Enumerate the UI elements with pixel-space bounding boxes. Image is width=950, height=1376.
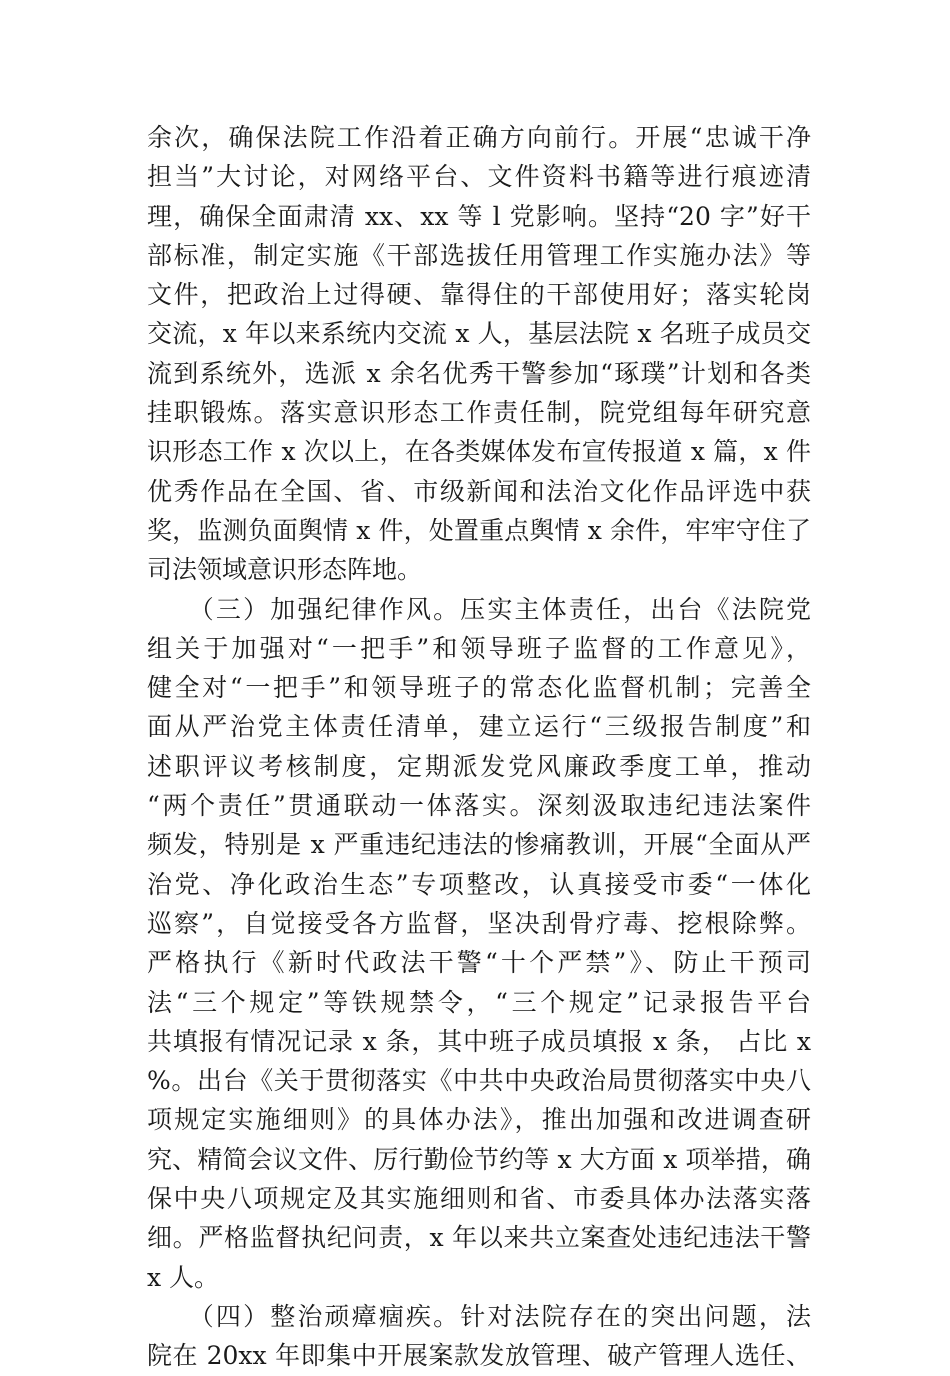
text-line: 识形态工作 x 次以上，在各类媒体发布宣传报道 x 篇，x 件	[147, 437, 811, 467]
text-line: 优秀作品在全国、省、市级新闻和法治文化作品评选中获	[147, 476, 811, 506]
text-line: 挂职锻炼。落实意识形态工作责任制，院党组每年研究意	[147, 398, 811, 428]
text-line: 余次，确保法院工作沿着正确方向前行。开展“忠诚干净	[147, 123, 811, 152]
document-body	[147, 118, 811, 1376]
text-line: 严格执行《新时代政法干警“十个严禁”》、防止干预司	[147, 948, 811, 978]
text-line: 巡察”，自觉接受各方监督，坚决刮骨疗毒、挖根除弊。	[147, 908, 811, 938]
text-line: 奖，监测负面舆情 x 件，处置重点舆情 x 余件，牢牢守住了	[147, 515, 811, 545]
text-line: 健全对“一把手”和领导班子的常态化监督机制；完善全	[147, 673, 811, 703]
text-line: 组关于加强对“一把手”和领导班子监督的工作意见》，	[147, 633, 811, 663]
text-line: 理，确保全面肃清 xx、xx 等 l 党影响。坚持“20 字”好干	[147, 201, 811, 231]
text-line: “两个责任”贯通联动一体落实。深刻汲取违纪违法案件	[147, 791, 811, 821]
text-line: 项规定实施细则》的具体办法》，推出加强和改进调查研	[147, 1105, 811, 1135]
text-line: 部标准，制定实施《干部选拔任用管理工作实施办法》等	[147, 240, 811, 270]
text-line: 细。严格监督执纪问责，x 年以来共立案查处违纪违法干警	[147, 1223, 811, 1253]
paragraph-end-line: 司法领域意识形态阵地。	[147, 555, 423, 585]
text-line: 文件，把政治上过得硬、靠得住的干部使用好；落实轮岗	[147, 280, 811, 310]
section-heading-line: （四）整治顽瘴痼疾。针对法院存在的突出问题，法	[147, 1301, 811, 1331]
text-line: 治党、净化政治生态”专项整改，认真接受市委“一体化	[147, 869, 811, 899]
text-line: 法“三个规定”等铁规禁令，“三个规定”记录报告平台	[147, 987, 811, 1017]
text-line: 流到系统外，选派 x 余名优秀干警参加“琢璞”计划和各类	[147, 358, 811, 388]
text-line: 面从严治党主体责任清单，建立运行“三级报告制度”和	[147, 712, 811, 742]
text-line: 保中央八项规定及其实施细则和省、市委具体办法落实落	[147, 1184, 811, 1214]
text-line: 共填报有情况记录 x 条，其中班子成员填报 x 条， 占比 x	[147, 1026, 811, 1056]
text-line: 院在 20xx 年即集中开展案款发放管理、破产管理人选任、	[147, 1341, 811, 1371]
text-line: %。出台《关于贯彻落实《中共中央政治局贯彻落实中央八	[147, 1066, 811, 1096]
text-line: 述职评议考核制度，定期派发党风廉政季度工单，推动	[147, 751, 811, 781]
section-heading-line: （三）加强纪律作风。压实主体责任，出台《法院党	[147, 594, 811, 624]
text-line: 交流，x 年以来系统内交流 x 人，基层法院 x 名班子成员交	[147, 319, 811, 349]
text-line: 频发，特别是 x 严重违纪违法的惨痛教训，开展“全面从严	[147, 830, 811, 860]
text-line: 究、精简会议文件、厉行勤俭节约等 x 大方面 x 项举措，确	[147, 1144, 811, 1174]
paragraph-end-line: x 人。	[147, 1262, 220, 1292]
text-line: 担当”大讨论，对网络平台、文件资料书籍等进行痕迹清	[147, 162, 811, 192]
